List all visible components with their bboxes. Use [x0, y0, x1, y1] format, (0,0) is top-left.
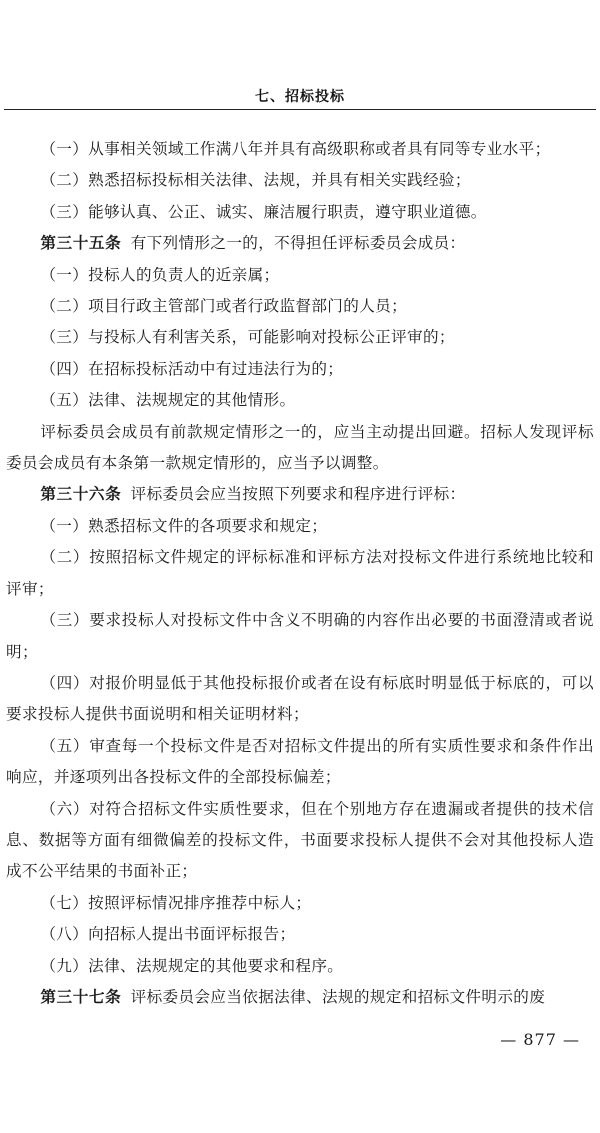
- paragraph-text: 评标委员会应当按照下列要求和程序进行评标：: [130, 485, 466, 504]
- paragraph-text: 有下列情形之一的，不得担任评标委员会成员：: [130, 234, 466, 253]
- article-number: 第三十六条: [40, 485, 122, 504]
- paragraph: [6, 511, 594, 542]
- paragraph-text: （一）从事相关领域工作满八年并具有高级职称或者具有同等专业水平；: [40, 140, 551, 158]
- paragraph: [6, 165, 594, 196]
- paragraph-text: 评标委员会成员有前款规定情形之一的，应当主动提出回避。招标人发现评标委员会成员有本条第一款规定情形的，应当予以调整。: [6, 422, 594, 473]
- paragraph-text: （九）法律、法规规定的其他要求和程序。: [40, 956, 344, 975]
- paragraph: [6, 542, 594, 605]
- paragraph-text: （四）对报价明显低于其他投标报价或者在设有标底时明显低于标底的，可以要求投标人提供书面说明和相关证明材料；: [6, 673, 594, 724]
- paragraph-text: （四）在招标投标活动中有过违法行为的；: [40, 359, 344, 378]
- paragraph: [6, 197, 594, 228]
- paragraph-text: （七）按照评标情况排序推荐中标人；: [40, 893, 312, 912]
- paragraph: [6, 951, 594, 982]
- paragraph: [6, 794, 594, 888]
- paragraph: [6, 417, 594, 480]
- paragraph: [6, 888, 594, 919]
- paragraph: [6, 605, 594, 668]
- paragraph-text: （一）投标人的负责人的近亲属；: [40, 265, 280, 284]
- paragraph-text: （二）熟悉招标投标相关法律、法规，并具有相关实践经验；: [40, 171, 471, 190]
- paragraph: [6, 354, 594, 385]
- paragraph-text: （五）法律、法规规定的其他情形。: [40, 391, 296, 410]
- paragraph: [6, 385, 594, 416]
- header-rule: [4, 109, 596, 110]
- paragraph: [6, 731, 594, 794]
- article-paragraph: [6, 982, 594, 1013]
- paragraph: [6, 291, 594, 322]
- paragraph-text: （五）审查每一个投标文件是否对招标文件提出的所有实质性要求和条件作出响应，并逐项列出各投标文件的全部投标偏差；: [6, 736, 594, 787]
- paragraph-text: （三）能够认真、公正、诚实、廉洁履行职责，遵守职业道德。: [40, 202, 487, 221]
- article-paragraph: [6, 479, 594, 510]
- paragraph: [6, 668, 594, 731]
- running-header: 七、招标投标: [255, 89, 345, 105]
- paragraph-text: （二）项目行政主管部门或者行政监督部门的人员；: [40, 297, 408, 316]
- article-paragraph: [6, 228, 594, 259]
- paragraph-text: （八）向招标人提出书面评标报告；: [40, 925, 296, 944]
- paragraph-text: （一）熟悉招标文件的各项要求和规定；: [40, 516, 328, 535]
- paragraph: [6, 919, 594, 950]
- paragraph-text: 评标委员会应当依据法律、法规的规定和招标文件明示的废: [130, 987, 546, 1006]
- article-number: 第三十五条: [40, 234, 122, 253]
- paragraph-text: （六）对符合招标文件实质性要求，但在个别地方存在遗漏或者提供的技术信息、数据等方面有细微偏差的投标文件，书面要求投标人提供不会对其他投标人造成不公平结果的书面补正；: [6, 799, 594, 881]
- paragraph: [6, 134, 594, 165]
- paragraph-text: （二）按照招标文件规定的评标标准和评标方法对投标文件进行系统地比较和评审；: [6, 548, 594, 598]
- paragraph-text: （三）与投标人有利害关系，可能影响对投标公正评审的；: [40, 328, 455, 347]
- paragraph: [6, 322, 594, 353]
- paragraph: [6, 260, 594, 291]
- article-number: 第三十七条: [40, 987, 122, 1006]
- paragraph-text: （三）要求投标人对投标文件中含义不明确的内容作出必要的书面澄清或者说明；: [6, 611, 594, 661]
- body-text: [6, 134, 594, 1013]
- page-number: — 877 —: [500, 1030, 580, 1049]
